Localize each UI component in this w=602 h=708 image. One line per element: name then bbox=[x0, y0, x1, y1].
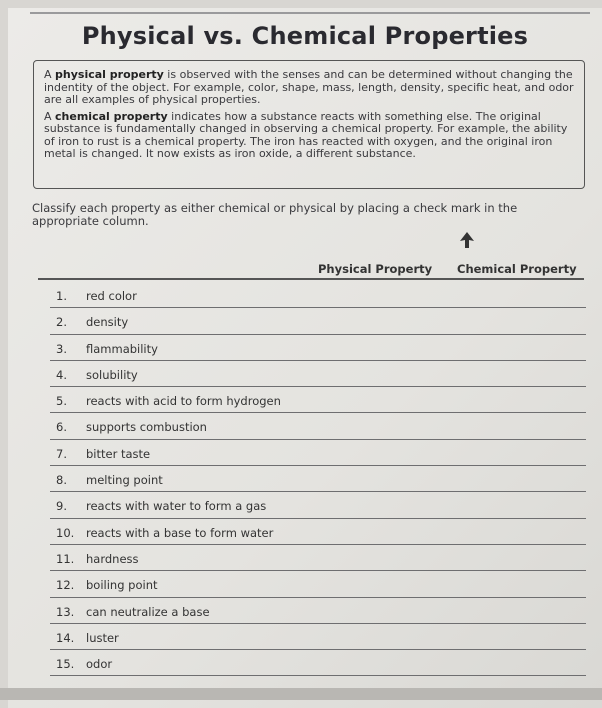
row-label: can neutralize a base bbox=[86, 604, 210, 619]
row-label: supports combustion bbox=[86, 420, 207, 435]
row-label: reacts with water to form a gas bbox=[86, 499, 267, 514]
row-label: solubility bbox=[86, 367, 138, 382]
property-row bbox=[50, 519, 586, 545]
property-row bbox=[50, 650, 586, 676]
row-label: reacts with acid to form hydrogen bbox=[86, 394, 281, 409]
physical-term: physical property bbox=[55, 68, 164, 81]
chemical-definition: A chemical property indicates how a substance reacts with something else. The original substance is fundamentally changed in observing a chemical property. For example, the ability of iron to rust is a chemical property. The iron has reacted with oxygen, and the original iron metal is changed. It now exists as iron oxide, a different substance. bbox=[44, 109, 568, 160]
worksheet-page bbox=[8, 8, 602, 708]
chemical-term: chemical property bbox=[55, 109, 168, 123]
property-row bbox=[50, 361, 586, 387]
row-label: boiling point bbox=[86, 578, 158, 593]
property-row bbox=[50, 545, 586, 571]
row-label: melting point bbox=[86, 473, 163, 488]
row-number: 9. bbox=[56, 499, 67, 514]
row-label: hardness bbox=[86, 551, 139, 566]
page-title: Physical vs. Chemical Properties bbox=[81, 22, 529, 50]
column-header-physical: Physical Property bbox=[318, 262, 433, 276]
property-row bbox=[50, 308, 586, 334]
property-row bbox=[50, 492, 586, 518]
row-number: 13. bbox=[56, 604, 75, 619]
property-row bbox=[50, 624, 586, 650]
definitions-box bbox=[33, 60, 585, 189]
property-row bbox=[50, 440, 586, 466]
row-number: 2. bbox=[56, 315, 67, 330]
row-label: odor bbox=[86, 657, 113, 672]
row-number: 5. bbox=[56, 394, 67, 409]
row-number: 11. bbox=[56, 551, 75, 566]
instructions: Classify each property as either chemical or physical by placing a check mark in the appropriate column. bbox=[32, 201, 518, 228]
property-row bbox=[50, 571, 586, 597]
row-label: reacts with a base to form water bbox=[86, 525, 274, 540]
row-label: bitter taste bbox=[86, 446, 151, 461]
top-rule bbox=[30, 12, 590, 14]
property-row bbox=[50, 466, 586, 492]
header-rule bbox=[38, 278, 584, 280]
row-number: 4. bbox=[56, 367, 67, 382]
property-row bbox=[50, 387, 586, 413]
property-row bbox=[50, 282, 586, 308]
row-label: density bbox=[86, 315, 129, 330]
property-row bbox=[50, 413, 586, 439]
physical-definition: A physical property is observed with the senses and can be determined without changing the indentity of the object. For example, color, shape, mass, length, density, specific heat, and odor are all examples of physical properties. bbox=[44, 68, 574, 106]
row-number: 1. bbox=[56, 289, 67, 303]
row-number: 8. bbox=[56, 473, 67, 488]
mouse-cursor-icon bbox=[460, 232, 474, 248]
property-row bbox=[50, 335, 586, 361]
row-label: flammability bbox=[86, 341, 158, 356]
row-number: 15. bbox=[56, 657, 75, 672]
row-number: 6. bbox=[56, 420, 67, 435]
property-list bbox=[50, 282, 586, 676]
row-number: 3. bbox=[56, 341, 67, 356]
column-header-chemical: Chemical Property bbox=[457, 262, 577, 276]
physical-text: is observed with the senses and can be determined without changing the indentity of the object. For example, color, shape, mass, length, density, specific heat, and odor are all examples of physical properties. bbox=[44, 68, 574, 106]
row-label: luster bbox=[86, 630, 119, 645]
row-label: red color bbox=[86, 289, 137, 303]
row-number: 7. bbox=[56, 446, 67, 461]
chemical-text: indicates how a substance reacts with something else. The original substance is fundamentally changed in observing a chemical property. For example, the ability of iron to rust is a chemical property. The iron has reacted with oxygen, and the original iron metal is changed. It now exists as iron oxide, a different substance. bbox=[44, 109, 568, 160]
row-number: 12. bbox=[56, 578, 75, 593]
row-number: 10. bbox=[56, 525, 75, 540]
row-number: 14. bbox=[56, 630, 75, 645]
bottom-edge bbox=[0, 688, 602, 700]
property-row bbox=[50, 598, 586, 624]
